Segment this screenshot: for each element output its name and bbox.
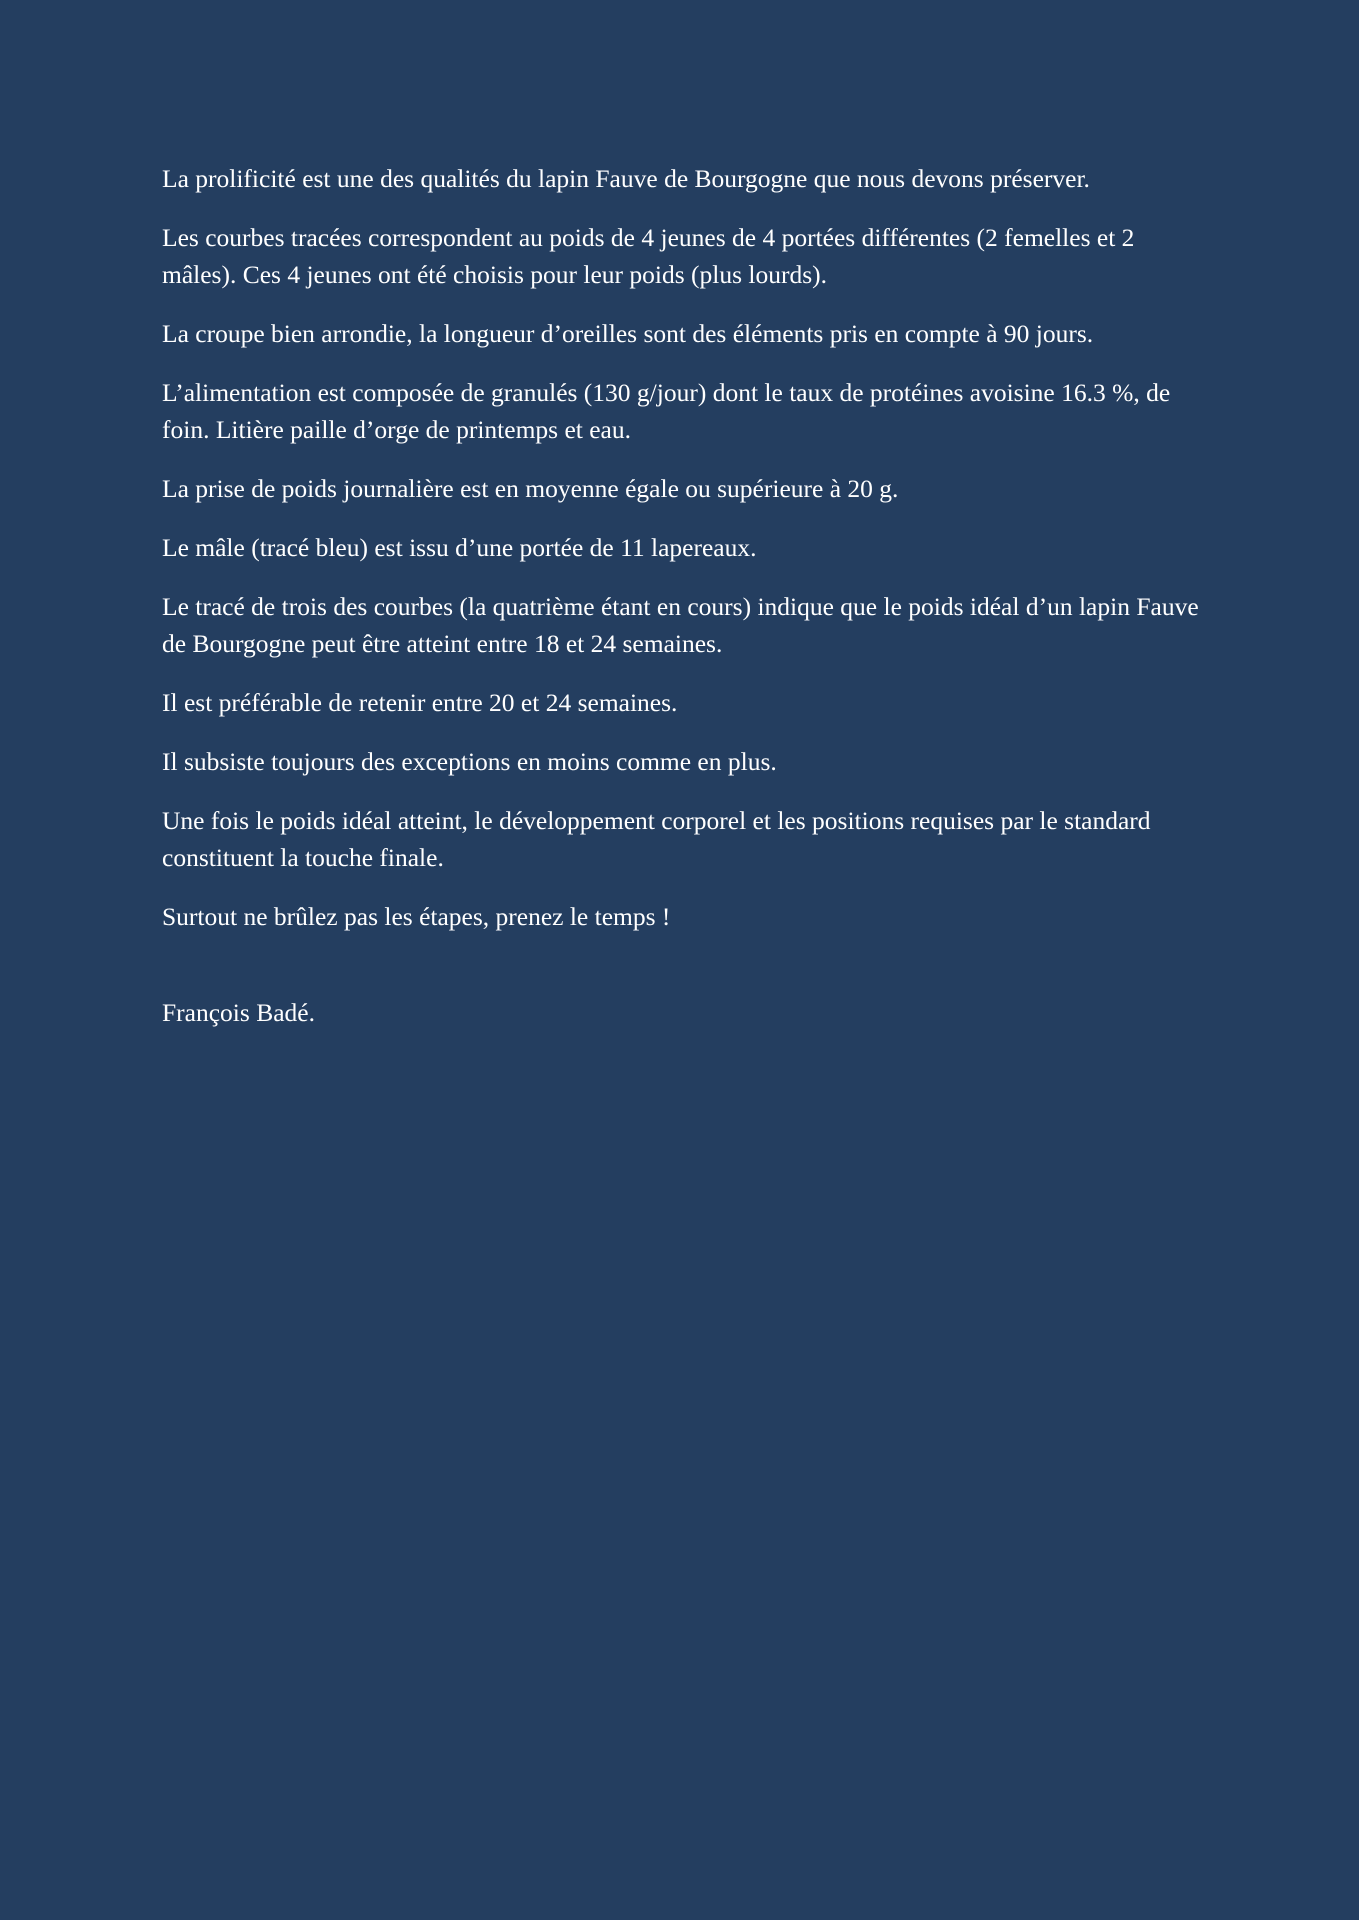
paragraph-prise-de-poids: La prise de poids journalière est en moyenne égale ou supérieure à 20 g. xyxy=(162,474,899,503)
paragraph-male-trace-bleu: Le mâle (tracé bleu) est issu d’une portée de 11 lapereaux. xyxy=(162,533,757,562)
paragraph-touche-finale: Une fois le poids idéal atteint, le développement corporel et les positions requises par le standard constituent la touche finale. xyxy=(162,806,1151,872)
paragraph-exceptions: Il subsiste toujours des exceptions en moins comme en plus. xyxy=(162,747,777,776)
paragraph-poids-ideal: Le tracé de trois des courbes (la quatrième étant en cours) indique que le poids idéal d’un lapin Fauve de Bourgogne peut être atteint entre 18 et 24 semaines. xyxy=(162,592,1199,658)
paragraph-prolificity: La prolificité est une des qualités du lapin Fauve de Bourgogne que nous devons préserver. xyxy=(162,164,1090,193)
paragraph-alimentation: L’alimentation est composée de granulés (130 g/jour) dont le taux de protéines avoisine 16.3 %, de foin. Litière paille d’orge de printemps et eau. xyxy=(162,378,1171,444)
paragraph-growth-curves: Les courbes tracées correspondent au poids de 4 jeunes de 4 portées différentes (2 femelles et 2 mâles). Ces 4 jeunes ont été choisis pour leur poids (plus lourds). xyxy=(162,223,1135,289)
paragraph-semaines: Il est préférable de retenir entre 20 et 24 semaines. xyxy=(162,688,678,717)
author-signature: François Badé. xyxy=(162,998,315,1027)
paragraph-croupe-oreilles: La croupe bien arrondie, la longueur d’oreilles sont des éléments pris en compte à 90 jours. xyxy=(162,319,1094,348)
paragraph-conseil: Surtout ne brûlez pas les étapes, prenez le temps ! xyxy=(162,902,671,931)
document-body xyxy=(162,160,1202,1053)
